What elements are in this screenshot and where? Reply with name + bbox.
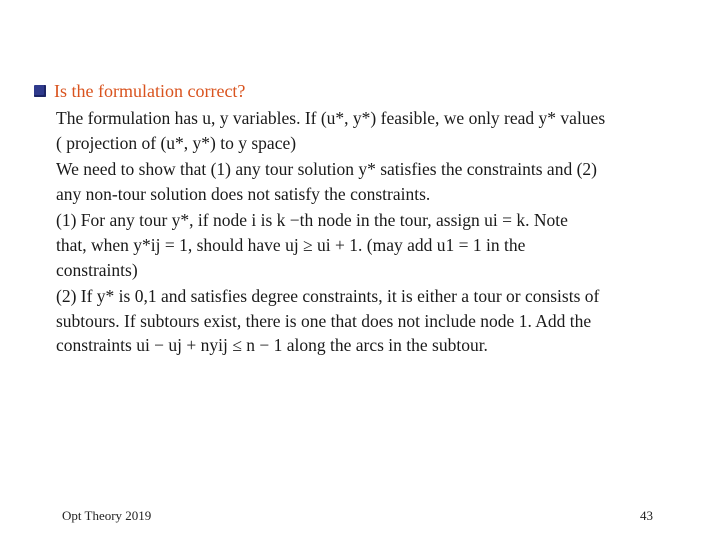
footer-course-label: Opt Theory 2019 <box>62 508 152 523</box>
paragraph-2-line-2: any non-tour solution does not satisfy the constraints. <box>56 183 431 204</box>
slide-heading: Is the formulation correct? <box>54 81 246 101</box>
paragraph-4-line-1: (2) If y* is 0,1 and satisfies degree constraints, it is either a tour or consists of <box>56 286 600 307</box>
paragraph-1-line-1: The formulation has u, y variables. If (u*, y*) feasible, we only read y* values <box>56 108 606 128</box>
paragraph-1 <box>56 106 692 155</box>
paragraph-3-line-3: constraints) <box>56 259 138 280</box>
paragraph-2-line-1: We need to show that (1) any tour solution y* satisfies the constraints and (2) <box>56 159 597 180</box>
paragraph-3-line-1: (1) For any tour y*, if node i is k −th node in the tour, assign ui = k. Note <box>56 210 568 231</box>
paragraph-4-line-2: subtours. If subtours exist, there is one that does not include node 1. Add the <box>56 310 592 331</box>
paragraph-4-line-3: constraints ui − uj + nyij ≤ n − 1 along the arcs in the subtour. <box>56 335 488 356</box>
heading-row <box>34 80 245 102</box>
footer-page-number: 43 <box>640 508 653 523</box>
slide-content <box>56 106 692 358</box>
paragraph-2 <box>56 157 692 206</box>
paragraph-1-line-2: ( projection of (u*, y*) to y space) <box>56 132 297 153</box>
paragraph-4 <box>56 284 692 358</box>
square-bullet-icon <box>34 85 46 97</box>
paragraph-3 <box>56 208 692 282</box>
paragraph-3-line-2: that, when y*ij = 1, should have uj ≥ ui + 1. (may add u1 = 1 in the <box>56 234 526 255</box>
